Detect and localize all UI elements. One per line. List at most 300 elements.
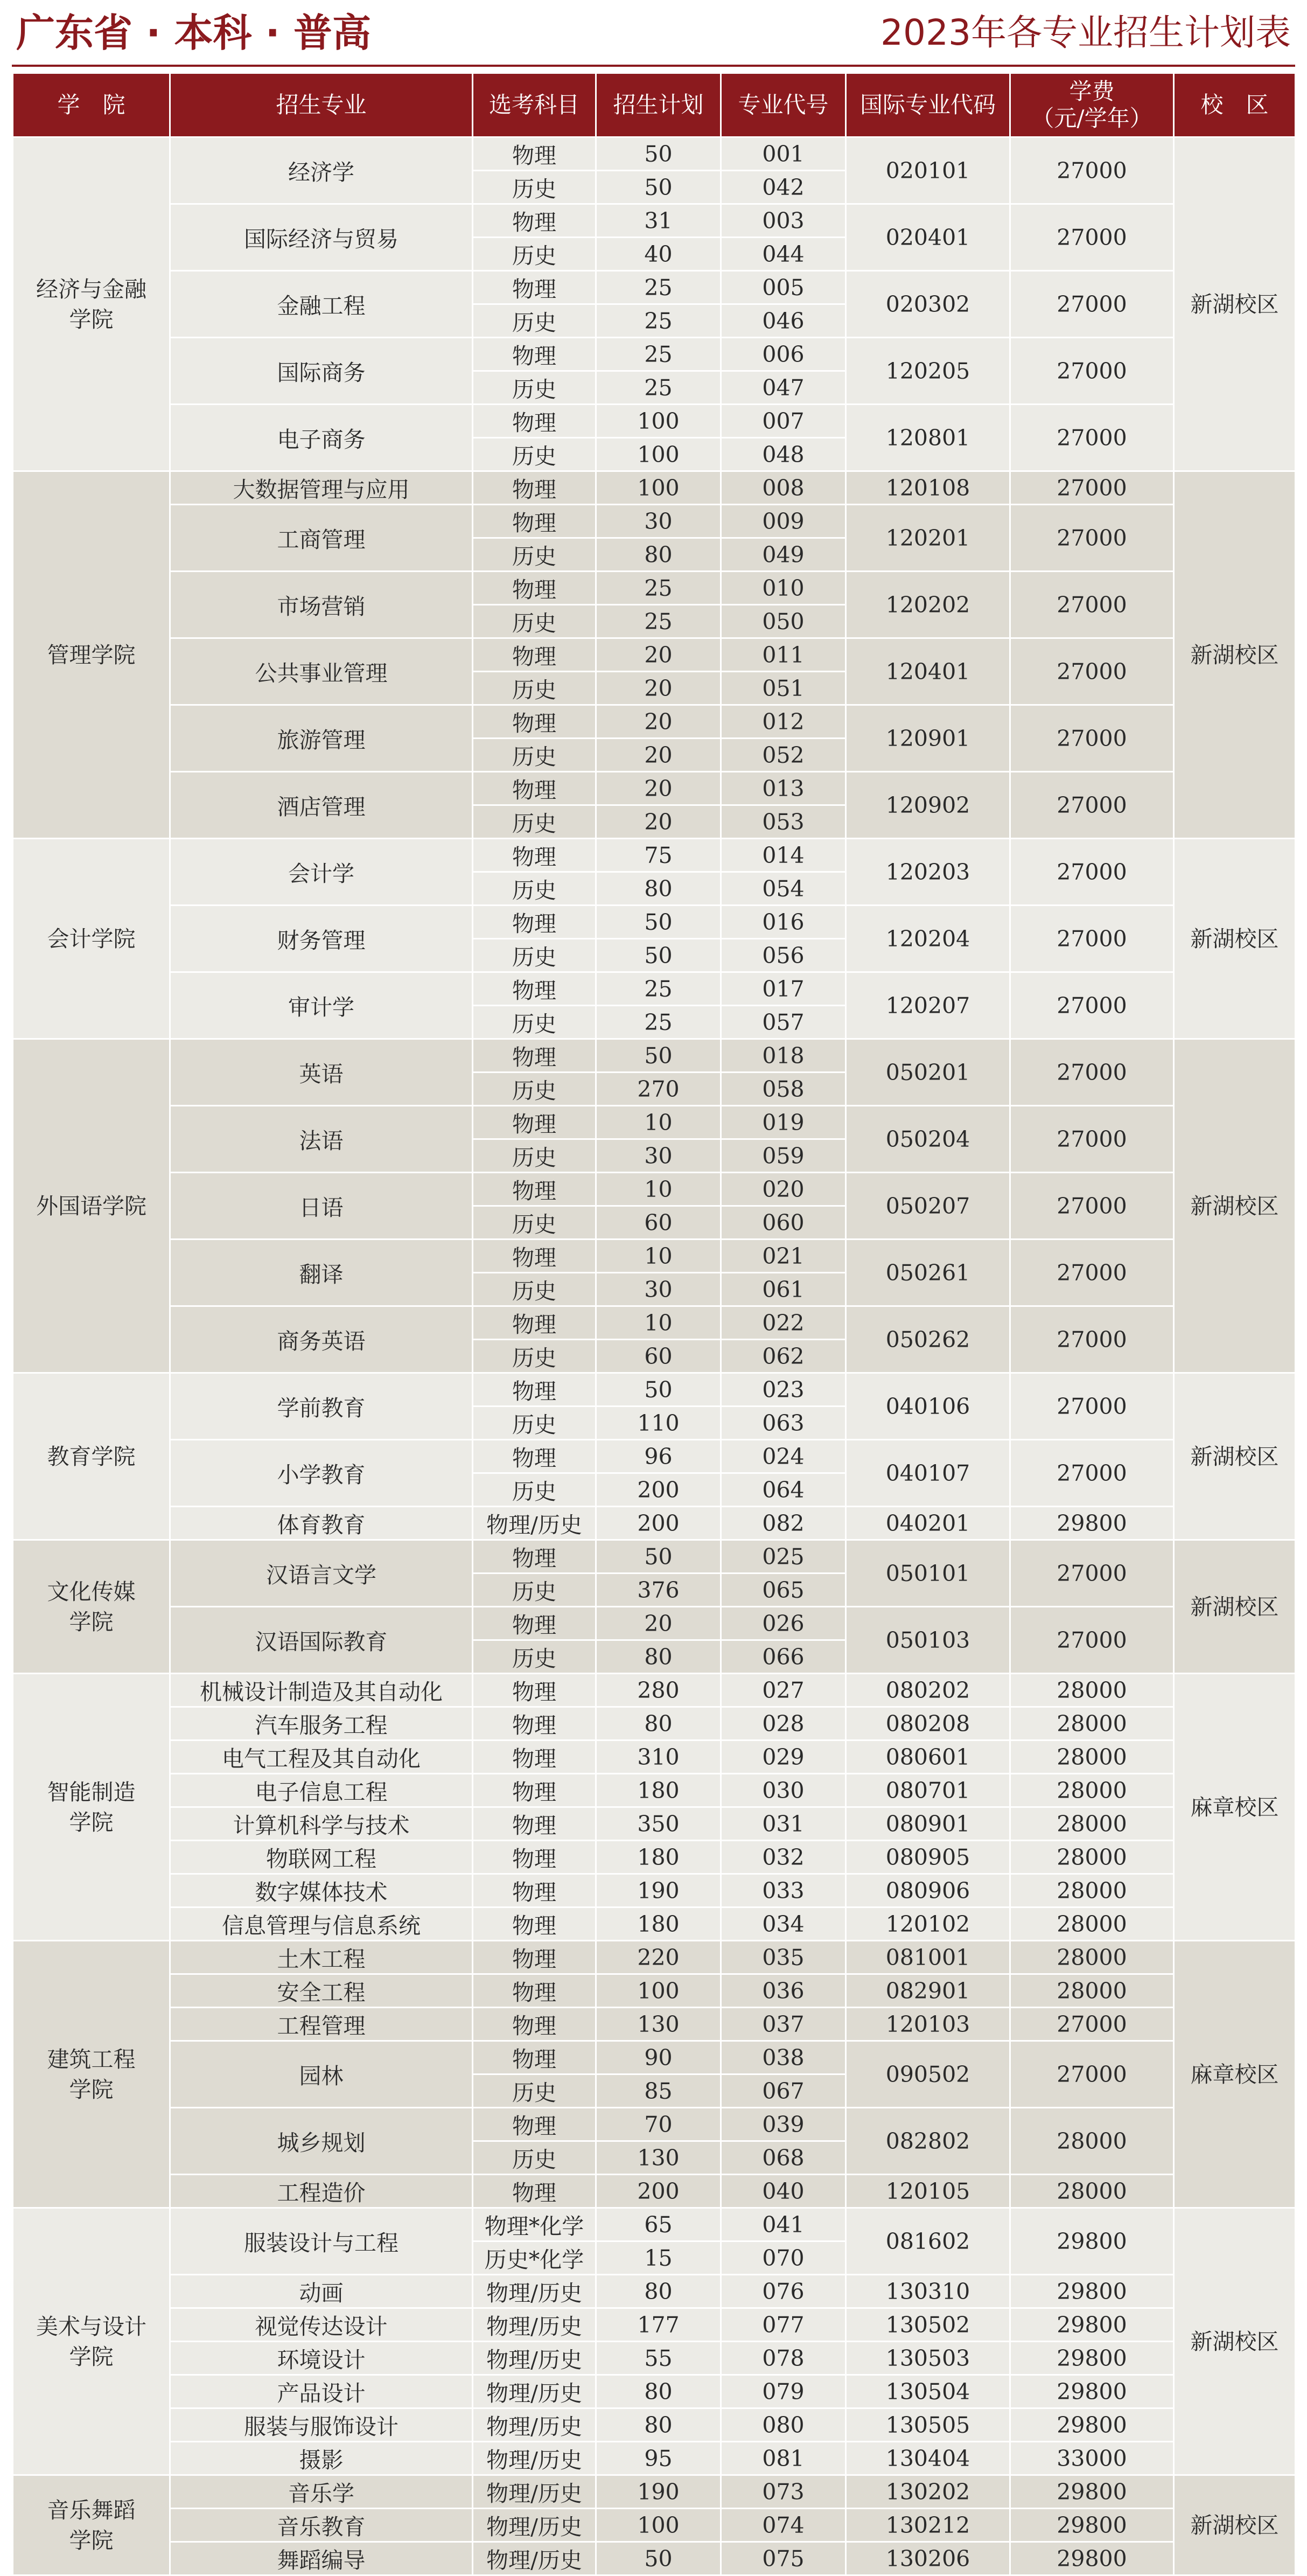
major-code: 066 <box>721 1640 846 1674</box>
major-code: 078 <box>721 2342 846 2375</box>
major-code: 009 <box>721 505 846 538</box>
major-code: 020 <box>721 1173 846 1206</box>
major-name: 电气工程及其自动化 <box>170 1740 473 1774</box>
subject-requirement: 物理 <box>473 972 596 1006</box>
plan-quota: 200 <box>596 1507 721 1540</box>
subject-requirement: 历史 <box>473 538 596 572</box>
table-row <box>13 137 1296 171</box>
intl-major-code: 081001 <box>846 1941 1010 1974</box>
tuition-fee: 29800 <box>1010 1507 1174 1540</box>
table-row <box>13 1841 1296 1874</box>
plan-quota: 180 <box>596 1841 721 1874</box>
subject-requirement: 历史 <box>473 939 596 972</box>
campus-name: 新湖校区 <box>1174 137 1296 471</box>
plan-quota: 10 <box>596 1106 721 1139</box>
intl-major-code: 050101 <box>846 1540 1010 1607</box>
table-row <box>13 1707 1296 1740</box>
intl-major-code: 080202 <box>846 1674 1010 1707</box>
subject-requirement: 物理/历史 <box>473 2275 596 2308</box>
table-row <box>13 2275 1296 2308</box>
plan-quota: 177 <box>596 2308 721 2342</box>
plan-quota: 50 <box>596 171 721 204</box>
tuition-fee: 28000 <box>1010 1674 1174 1707</box>
major-code: 016 <box>721 906 846 939</box>
tuition-fee: 29800 <box>1010 2308 1174 2342</box>
plan-quota: 100 <box>596 2509 721 2542</box>
plan-quota: 130 <box>596 2141 721 2175</box>
plan-quota: 110 <box>596 1407 721 1440</box>
table-row <box>13 1941 1296 1974</box>
major-code: 074 <box>721 2509 846 2542</box>
intl-major-code: 120204 <box>846 906 1010 972</box>
major-code: 073 <box>721 2475 846 2509</box>
college-name <box>13 1540 170 1674</box>
plan-quota: 200 <box>596 1473 721 1507</box>
major-code: 046 <box>721 304 846 338</box>
subject-requirement: 历史*化学 <box>473 2241 596 2275</box>
table-row <box>13 839 1296 872</box>
major-code: 032 <box>721 1841 846 1874</box>
major-name: 电子商务 <box>170 405 473 471</box>
plan-quota: 220 <box>596 1941 721 1974</box>
plan-quota: 130 <box>596 2008 721 2041</box>
subject-requirement: 物理 <box>473 839 596 872</box>
major-code: 064 <box>721 1473 846 1507</box>
plan-quota: 190 <box>596 1874 721 1907</box>
intl-major-code: 130502 <box>846 2308 1010 2342</box>
plan-quota: 50 <box>596 1373 721 1407</box>
major-name: 英语 <box>170 1039 473 1106</box>
major-name: 舞蹈编导 <box>170 2542 473 2575</box>
plan-quota: 40 <box>596 238 721 271</box>
college-name <box>13 137 170 471</box>
major-code: 059 <box>721 1139 846 1173</box>
major-code: 061 <box>721 1273 846 1306</box>
tuition-fee: 29800 <box>1010 2275 1174 2308</box>
table-row <box>13 2175 1296 2208</box>
major-name: 大数据管理与应用 <box>170 471 473 505</box>
intl-major-code: 050261 <box>846 1240 1010 1306</box>
plan-quota: 80 <box>596 2408 721 2442</box>
major-name: 服装设计与工程 <box>170 2208 473 2275</box>
major-name: 汽车服务工程 <box>170 1707 473 1740</box>
plan-quota: 70 <box>596 2108 721 2141</box>
title-divider <box>12 65 1295 67</box>
major-code: 011 <box>721 638 846 672</box>
table-row <box>13 405 1296 438</box>
major-code: 056 <box>721 939 846 972</box>
major-code: 005 <box>721 271 846 304</box>
major-code: 050 <box>721 605 846 638</box>
major-name: 工商管理 <box>170 505 473 572</box>
subject-requirement: 历史 <box>473 171 596 204</box>
intl-major-code: 050201 <box>846 1039 1010 1106</box>
subject-requirement: 历史 <box>473 304 596 338</box>
college-name-line: 管理学院 <box>47 642 136 668</box>
major-name: 国际商务 <box>170 338 473 405</box>
major-name: 土木工程 <box>170 1941 473 1974</box>
subject-requirement: 物理 <box>473 1306 596 1340</box>
campus-name: 新湖校区 <box>1174 471 1296 839</box>
plan-quota: 100 <box>596 471 721 505</box>
major-name: 数字媒体技术 <box>170 1874 473 1907</box>
table-row <box>13 772 1296 805</box>
intl-major-code: 040107 <box>846 1440 1010 1507</box>
table-row <box>13 1674 1296 1707</box>
intl-major-code: 120102 <box>846 1907 1010 1941</box>
major-code: 038 <box>721 2041 846 2074</box>
intl-major-code: 120108 <box>846 471 1010 505</box>
intl-major-code: 080601 <box>846 1740 1010 1774</box>
major-code: 042 <box>721 171 846 204</box>
major-name: 动画 <box>170 2275 473 2308</box>
college-name-line: 美术与设计 <box>36 2313 146 2340</box>
tuition-fee: 27000 <box>1010 1173 1174 1240</box>
major-name: 国际经济与贸易 <box>170 204 473 271</box>
major-code: 051 <box>721 672 846 705</box>
table-row <box>13 638 1296 672</box>
intl-major-code: 050103 <box>846 1607 1010 1674</box>
major-code: 024 <box>721 1440 846 1473</box>
college-name-line: 文化传媒 <box>47 1578 136 1605</box>
major-code: 036 <box>721 1974 846 2008</box>
college-name-line: 外国语学院 <box>36 1193 146 1219</box>
table-row <box>13 1039 1296 1073</box>
intl-major-code: 130503 <box>846 2342 1010 2375</box>
major-name: 公共事业管理 <box>170 638 473 705</box>
table-row <box>13 1173 1296 1206</box>
intl-major-code: 120401 <box>846 638 1010 705</box>
tuition-fee: 28000 <box>1010 1974 1174 2008</box>
table-row <box>13 1740 1296 1774</box>
major-name: 翻译 <box>170 1240 473 1306</box>
tuition-fee: 27000 <box>1010 572 1174 638</box>
plan-quota: 80 <box>596 872 721 906</box>
major-code: 018 <box>721 1039 846 1073</box>
subject-requirement: 物理 <box>473 705 596 739</box>
table-row <box>13 471 1296 505</box>
tuition-fee: 27000 <box>1010 638 1174 705</box>
tuition-fee: 29800 <box>1010 2542 1174 2575</box>
campus-name: 麻章校区 <box>1174 1941 1296 2208</box>
intl-major-code: 120201 <box>846 505 1010 572</box>
subject-requirement: 历史 <box>473 238 596 271</box>
intl-major-code: 120105 <box>846 2175 1010 2208</box>
tuition-fee: 29800 <box>1010 2408 1174 2442</box>
tuition-fee: 27000 <box>1010 204 1174 271</box>
major-code: 013 <box>721 772 846 805</box>
table-row <box>13 1106 1296 1139</box>
table-row <box>13 1907 1296 1941</box>
major-code: 040 <box>721 2175 846 2208</box>
major-name: 音乐学 <box>170 2475 473 2509</box>
campus-name: 新湖校区 <box>1174 2475 1296 2575</box>
subject-requirement: 历史 <box>473 1340 596 1373</box>
plan-quota: 25 <box>596 972 721 1006</box>
plan-quota: 50 <box>596 906 721 939</box>
college-name-line: 学院 <box>69 2527 114 2553</box>
major-code: 039 <box>721 2108 846 2141</box>
campus-name: 新湖校区 <box>1174 2208 1296 2475</box>
subject-requirement: 物理 <box>473 1774 596 1807</box>
subject-requirement: 物理 <box>473 2175 596 2208</box>
intl-major-code: 080906 <box>846 1874 1010 1907</box>
tuition-fee: 28000 <box>1010 1774 1174 1807</box>
plan-quota: 90 <box>596 2041 721 2074</box>
subject-requirement: 物理 <box>473 204 596 238</box>
plan-quota: 65 <box>596 2208 721 2241</box>
major-name: 电子信息工程 <box>170 1774 473 1807</box>
college-name <box>13 471 170 839</box>
subject-requirement: 物理 <box>473 1707 596 1740</box>
plan-quota: 280 <box>596 1674 721 1707</box>
table-row <box>13 2208 1296 2241</box>
major-code: 017 <box>721 972 846 1006</box>
tuition-fee: 27000 <box>1010 839 1174 906</box>
fee-header-line2: （元/学年） <box>1031 105 1152 131</box>
table-row <box>13 1306 1296 1340</box>
major-name: 音乐教育 <box>170 2509 473 2542</box>
enrollment-plan-table <box>12 72 1296 2576</box>
major-code: 049 <box>721 538 846 572</box>
tuition-fee: 28000 <box>1010 2175 1174 2208</box>
college-name-line: 经济与金融 <box>36 276 146 302</box>
subject-requirement: 物理 <box>473 1841 596 1874</box>
major-code: 037 <box>721 2008 846 2041</box>
major-name: 汉语国际教育 <box>170 1607 473 1674</box>
plan-quota: 20 <box>596 772 721 805</box>
subject-requirement: 物理 <box>473 1974 596 2008</box>
major-code: 075 <box>721 2542 846 2575</box>
major-code: 057 <box>721 1006 846 1039</box>
intl-major-code: 120901 <box>846 705 1010 772</box>
subject-requirement: 物理/历史 <box>473 2442 596 2475</box>
table-header-row <box>13 73 1296 137</box>
subject-requirement: 物理 <box>473 1373 596 1407</box>
tuition-fee: 27000 <box>1010 471 1174 505</box>
subject-requirement: 历史 <box>473 2141 596 2175</box>
campus-name: 麻章校区 <box>1174 1674 1296 1941</box>
college-name <box>13 1039 170 1373</box>
table-row <box>13 505 1296 538</box>
college-name <box>13 1373 170 1540</box>
intl-major-code: 080905 <box>846 1841 1010 1874</box>
major-name: 工程管理 <box>170 2008 473 2041</box>
plan-quota: 25 <box>596 304 721 338</box>
major-name: 视觉传达设计 <box>170 2308 473 2342</box>
intl-major-code: 020101 <box>846 137 1010 204</box>
plan-quota: 376 <box>596 1574 721 1607</box>
col-header-campus: 校 区 <box>1174 73 1296 137</box>
major-code: 041 <box>721 2208 846 2241</box>
table-row <box>13 271 1296 304</box>
intl-major-code: 130505 <box>846 2408 1010 2442</box>
col-header-code: 专业代号 <box>721 73 846 137</box>
table-row <box>13 2041 1296 2074</box>
tuition-fee: 28000 <box>1010 1807 1174 1841</box>
subject-requirement: 历史 <box>473 1206 596 1240</box>
tuition-fee: 28000 <box>1010 1707 1174 1740</box>
intl-major-code: 120103 <box>846 2008 1010 2041</box>
plan-quota: 20 <box>596 672 721 705</box>
subject-requirement: 物理 <box>473 1440 596 1473</box>
table-row <box>13 1440 1296 1473</box>
major-code: 026 <box>721 1607 846 1640</box>
plan-quota: 30 <box>596 1139 721 1173</box>
tuition-fee: 33000 <box>1010 2442 1174 2475</box>
major-code: 062 <box>721 1340 846 1373</box>
tuition-fee: 29800 <box>1010 2475 1174 2509</box>
tuition-fee: 28000 <box>1010 1941 1174 1974</box>
major-code: 023 <box>721 1373 846 1407</box>
major-name: 小学教育 <box>170 1440 473 1507</box>
major-code: 035 <box>721 1941 846 1974</box>
plan-quota: 350 <box>596 1807 721 1841</box>
major-code: 014 <box>721 839 846 872</box>
college-name-line: 教育学院 <box>47 1443 136 1470</box>
col-header-major: 招生专业 <box>170 73 473 137</box>
major-code: 077 <box>721 2308 846 2342</box>
major-code: 081 <box>721 2442 846 2475</box>
college-name-line: 音乐舞蹈 <box>47 2497 136 2523</box>
major-name: 园林 <box>170 2041 473 2108</box>
subject-requirement: 物理 <box>473 1106 596 1139</box>
table-row <box>13 572 1296 605</box>
fee-header-line1: 学费 <box>1069 78 1115 105</box>
plan-quota: 100 <box>596 438 721 471</box>
major-code: 063 <box>721 1407 846 1440</box>
plan-quota: 20 <box>596 805 721 839</box>
subject-requirement: 历史 <box>473 2074 596 2108</box>
tuition-fee: 27000 <box>1010 2041 1174 2108</box>
intl-major-code: 130202 <box>846 2475 1010 2509</box>
college-name-line: 学院 <box>69 2343 114 2370</box>
major-name: 安全工程 <box>170 1974 473 2008</box>
intl-major-code: 082802 <box>846 2108 1010 2175</box>
table-row <box>13 2308 1296 2342</box>
plan-quota: 25 <box>596 572 721 605</box>
intl-major-code: 040106 <box>846 1373 1010 1440</box>
plan-quota: 25 <box>596 271 721 304</box>
subject-requirement: 物理 <box>473 2008 596 2041</box>
tuition-fee: 29800 <box>1010 2342 1174 2375</box>
major-code: 028 <box>721 1707 846 1740</box>
table-row <box>13 972 1296 1006</box>
major-code: 052 <box>721 739 846 772</box>
major-code: 048 <box>721 438 846 471</box>
plan-quota: 100 <box>596 405 721 438</box>
major-code: 025 <box>721 1540 846 1574</box>
plan-quota: 25 <box>596 605 721 638</box>
subject-requirement: 物理/历史 <box>473 2509 596 2542</box>
plan-quota: 60 <box>596 1340 721 1373</box>
subject-requirement: 物理 <box>473 906 596 939</box>
major-name: 审计学 <box>170 972 473 1039</box>
college-name-line: 建筑工程 <box>47 2046 136 2072</box>
subject-requirement: 历史 <box>473 371 596 405</box>
table-row <box>13 2408 1296 2442</box>
campus-name: 新湖校区 <box>1174 1540 1296 1674</box>
tuition-fee: 27000 <box>1010 505 1174 572</box>
tuition-fee: 27000 <box>1010 137 1174 204</box>
subject-requirement: 物理 <box>473 2108 596 2141</box>
campus-name: 新湖校区 <box>1174 839 1296 1039</box>
intl-major-code: 120205 <box>846 338 1010 405</box>
plan-quota: 80 <box>596 2375 721 2408</box>
col-header-subject: 选考科目 <box>473 73 596 137</box>
major-code: 022 <box>721 1306 846 1340</box>
subject-requirement: 物理/历史 <box>473 2375 596 2408</box>
college-name <box>13 1941 170 2208</box>
intl-major-code: 120801 <box>846 405 1010 471</box>
college-name <box>13 2475 170 2575</box>
major-code: 060 <box>721 1206 846 1240</box>
subject-requirement: 历史 <box>473 739 596 772</box>
plan-quota: 10 <box>596 1240 721 1273</box>
major-name: 财务管理 <box>170 906 473 972</box>
major-name: 商务英语 <box>170 1306 473 1373</box>
major-name: 酒店管理 <box>170 772 473 839</box>
college-name <box>13 1674 170 1941</box>
table-row <box>13 2008 1296 2041</box>
subject-requirement: 物理 <box>473 271 596 304</box>
intl-major-code: 082901 <box>846 1974 1010 2008</box>
plan-quota: 80 <box>596 1707 721 1740</box>
major-code: 070 <box>721 2241 846 2275</box>
tuition-fee: 29800 <box>1010 2509 1174 2542</box>
plan-quota: 200 <box>596 2175 721 2208</box>
plan-quota: 25 <box>596 338 721 371</box>
tuition-fee: 27000 <box>1010 705 1174 772</box>
table-row <box>13 2542 1296 2575</box>
table-row <box>13 1373 1296 1407</box>
subject-requirement: 物理 <box>473 137 596 171</box>
intl-major-code: 130404 <box>846 2442 1010 2475</box>
page-title: 广东省 · 本科 · 普高 <box>16 10 371 55</box>
plan-quota: 10 <box>596 1173 721 1206</box>
intl-major-code: 050262 <box>846 1306 1010 1373</box>
table-row <box>13 2442 1296 2475</box>
major-code: 080 <box>721 2408 846 2442</box>
tuition-fee: 29800 <box>1010 2375 1174 2408</box>
campus-name: 新湖校区 <box>1174 1373 1296 1540</box>
intl-major-code: 130206 <box>846 2542 1010 2575</box>
tuition-fee: 27000 <box>1010 1440 1174 1507</box>
subject-requirement: 物理 <box>473 1240 596 1273</box>
plan-quota: 30 <box>596 1273 721 1306</box>
col-header-intl-code: 国际专业代码 <box>846 73 1010 137</box>
subject-requirement: 物理 <box>473 1540 596 1574</box>
major-code: 010 <box>721 572 846 605</box>
tuition-fee: 27000 <box>1010 271 1174 338</box>
intl-major-code: 080208 <box>846 1707 1010 1740</box>
major-name: 学前教育 <box>170 1373 473 1440</box>
subject-requirement: 物理 <box>473 2041 596 2074</box>
plan-quota: 31 <box>596 204 721 238</box>
table-row <box>13 1607 1296 1640</box>
plan-quota: 96 <box>596 1440 721 1473</box>
college-name-line: 会计学院 <box>47 925 136 952</box>
tuition-fee: 28000 <box>1010 1874 1174 1907</box>
intl-major-code: 020401 <box>846 204 1010 271</box>
subject-requirement: 物理 <box>473 1740 596 1774</box>
major-name: 信息管理与信息系统 <box>170 1907 473 1941</box>
major-code: 044 <box>721 238 846 271</box>
major-name: 旅游管理 <box>170 705 473 772</box>
plan-quota: 75 <box>596 839 721 872</box>
subject-requirement: 历史 <box>473 1273 596 1306</box>
tuition-fee: 27000 <box>1010 1240 1174 1306</box>
